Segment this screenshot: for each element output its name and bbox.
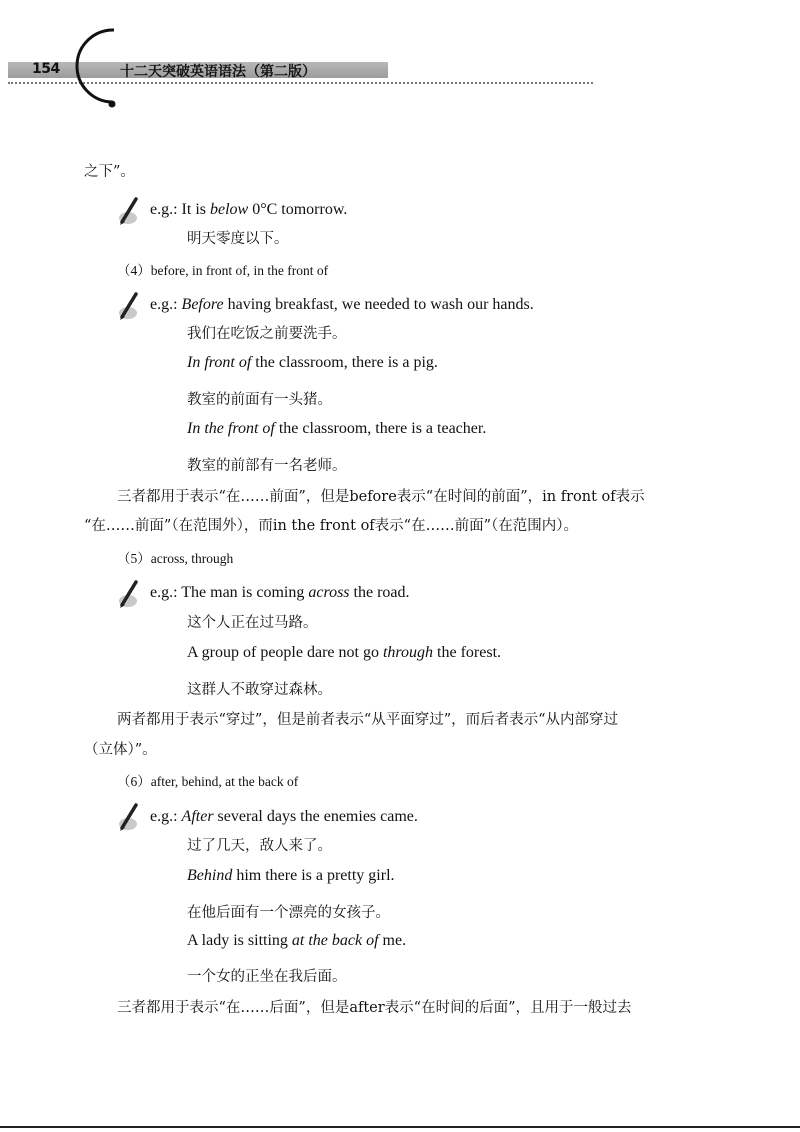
example-translation: 过了几天，敌人来了。 — [187, 838, 332, 854]
explanation-text: （立体）”。 — [84, 742, 157, 758]
pen-icon — [118, 802, 142, 832]
example-translation: 明天零度以下。 — [187, 231, 289, 247]
example-sentence: e.g.: After several days the enemies came. — [150, 808, 418, 825]
example-translation: 教室的前面有一头猪。 — [187, 392, 332, 408]
example-sentence: A lady is sitting at the back of me. — [187, 932, 407, 949]
pen-icon — [118, 291, 142, 321]
example-translation: 教室的前部有一名老师。 — [187, 458, 347, 474]
example-translation: 这个人正在过马路。 — [187, 615, 318, 631]
pen-icon — [118, 579, 142, 609]
explanation-text: “在……前面”（在范围外），而in the front of表示“在……前面”（在范围内）。 — [84, 518, 578, 534]
pen-icon — [118, 196, 142, 226]
example-translation: 在他后面有一个漂亮的女孩子。 — [187, 905, 390, 921]
example-sentence: In front of the classroom, there is a pig. — [187, 354, 438, 371]
page-bottom-edge — [0, 1126, 800, 1128]
example-sentence: e.g.: Before having breakfast, we needed to wash our hands. — [150, 296, 534, 313]
example-sentence: e.g.: The man is coming across the road. — [150, 584, 410, 601]
explanation-text: 三者都用于表示“在……后面”，但是after表示“在时间的后面”，且用于一般过去 — [117, 1000, 632, 1016]
section-heading: （4）before, in front of, in the front of — [117, 263, 329, 278]
example-sentence: A group of people dare not go through the forest. — [187, 644, 502, 661]
example-sentence: In the front of the classroom, there is a teacher. — [187, 420, 487, 437]
example-translation: 一个女的正坐在我后面。 — [187, 969, 347, 985]
explanation-text: 两者都用于表示“穿过”，但是前者表示“从平面穿过”，而后者表示“从内部穿过 — [117, 712, 619, 728]
explanation-text: 三者都用于表示“在……前面”，但是before表示“在时间的前面”，in front of表示 — [117, 489, 645, 505]
text-line: 之下”。 — [84, 164, 135, 180]
section-heading: （5）across, through — [117, 551, 234, 566]
example-sentence: e.g.: It is below 0°C tomorrow. — [150, 201, 348, 218]
page-number: 154 — [32, 61, 60, 77]
example-sentence: Behind him there is a pretty girl. — [187, 867, 395, 884]
example-translation: 我们在吃饭之前要洗手。 — [187, 326, 347, 342]
section-heading: （6）after, behind, at the back of — [117, 774, 299, 789]
book-title: 十二天突破英语语法（第二版） — [120, 64, 316, 80]
example-translation: 这群人不敢穿过森林。 — [187, 682, 332, 698]
